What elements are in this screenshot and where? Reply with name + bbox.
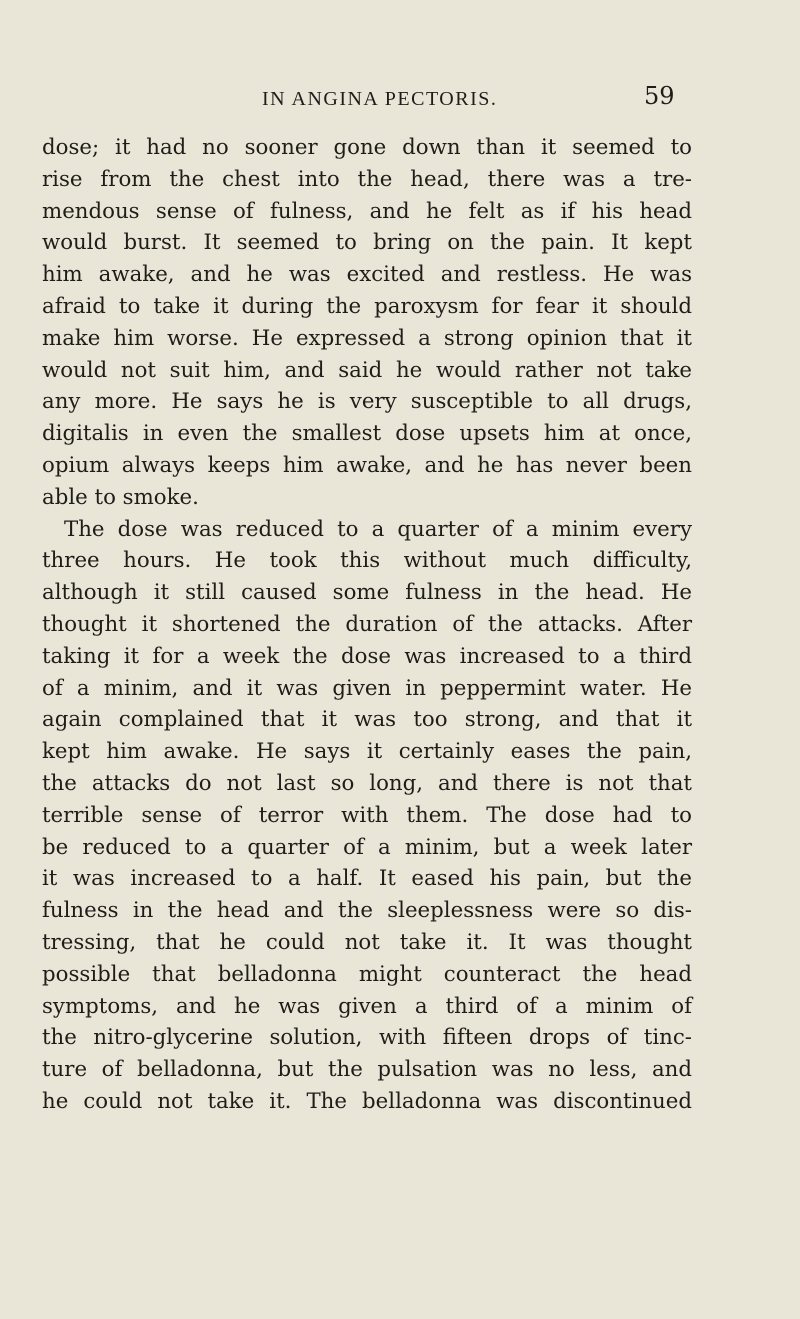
- text-line: would not suit him, and said he would rather not take: [42, 357, 692, 383]
- text-line: make him worse. He expressed a strong opinion that it: [42, 325, 692, 351]
- running-title: IN ANGINA PECTORIS.: [262, 88, 498, 110]
- text-line: he could not take it. The belladonna was discontinued: [42, 1088, 692, 1114]
- text-line: taking it for a week the dose was increased to a third: [42, 643, 692, 669]
- text-line: rise from the chest into the head, there was a tre-: [42, 166, 692, 192]
- text-line: of a minim, and it was given in peppermint water. He: [42, 675, 692, 701]
- text-line: terrible sense of terror with them. The dose had to: [42, 802, 692, 828]
- text-line: although it still caused some fulness in the head. He: [42, 580, 692, 606]
- text-line: symptoms, and he was given a third of a minim of: [42, 993, 692, 1019]
- paragraph-start-line: The dose was reduced to a quarter of a minim every: [64, 516, 692, 542]
- page-number: 59: [644, 82, 675, 110]
- text-line: tressing, that he could not take it. It was thought: [42, 929, 692, 955]
- text-line: it was increased to a half. It eased his pain, but the: [42, 866, 692, 892]
- text-line: fulness in the head and the sleeplessness were so dis-: [42, 898, 692, 924]
- text-line: the attacks do not last so long, and there is not that: [42, 770, 692, 796]
- paragraph-end-line: able to smoke.: [42, 484, 199, 510]
- text-line: would burst. It seemed to bring on the pain. It kept: [42, 230, 692, 256]
- text-line: thought it shortened the duration of the attacks. After: [42, 611, 692, 637]
- text-line: dose; it had no sooner gone down than it seemed to: [42, 135, 692, 160]
- text-line: again complained that it was too strong, and that it: [42, 707, 692, 733]
- text-line: afraid to take it during the paroxysm for fear it should: [42, 293, 692, 319]
- text-line: ture of belladonna, but the pulsation was no less, and: [42, 1057, 692, 1083]
- text-line: digitalis in even the smallest dose upsets him at once,: [42, 421, 692, 447]
- running-head: [0, 82, 800, 118]
- text-line: kept him awake. He says it certainly eases the pain,: [42, 739, 692, 765]
- text-line: the nitro-glycerine solution, with fifteen drops of tinc-: [42, 1025, 692, 1051]
- text-line: any more. He says he is very susceptible to all drugs,: [42, 389, 692, 415]
- text-line: three hours. He took this without much difficulty,: [42, 548, 692, 574]
- text-line: opium always keeps him awake, and he has never been: [42, 452, 692, 478]
- text-line: mendous sense of fulness, and he felt as if his head: [42, 198, 692, 224]
- text-line: him awake, and he was excited and restless. He was: [42, 262, 692, 288]
- body-text: [42, 132, 692, 1118]
- text-line: be reduced to a quarter of a minim, but a week later: [42, 834, 692, 860]
- text-line: possible that belladonna might counteract the head: [42, 961, 692, 987]
